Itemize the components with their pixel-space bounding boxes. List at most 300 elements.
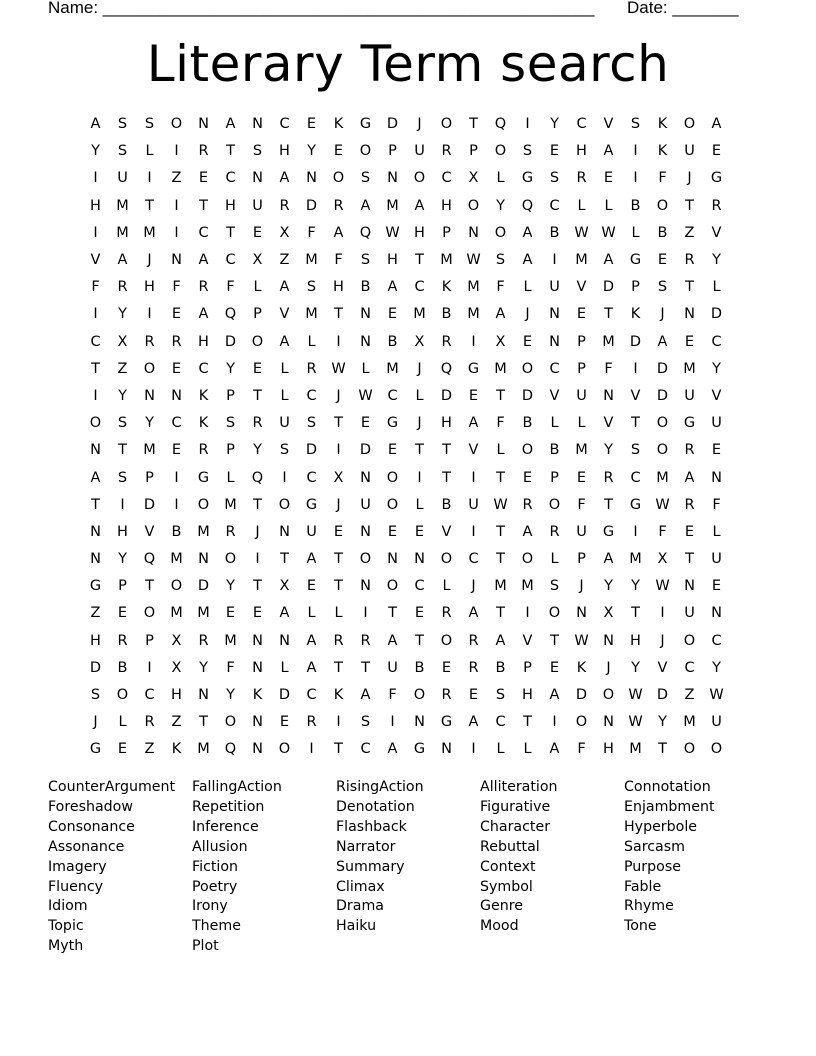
grid-letter: A [387,741,398,758]
grid-letter: K [630,306,641,323]
grid-letter: O [521,551,534,568]
grid-letter: D [602,279,615,296]
grid-letter: E [171,442,182,459]
grid-letter: V [603,415,614,432]
grid-letter: C [495,714,506,731]
grid-letter: G [386,415,399,432]
grid-letter: P [226,442,235,459]
word-bank-item: Narrator [336,838,396,855]
grid-letter: I [336,442,341,459]
grid-letter: I [174,197,179,214]
grid-letter: R [171,333,182,350]
grid-letter: M [629,741,642,758]
grid-letter: G [521,170,534,187]
grid-letter: Y [604,442,613,459]
grid-letter: R [333,632,344,649]
word-bank-item: Connotation [624,779,711,795]
grid-letter: T [334,415,343,432]
grid-letter: J [579,578,584,595]
grid-letter: F [577,496,586,513]
grid-row [82,329,732,356]
grid-letter: K [198,415,209,432]
grid-letter: O [359,143,372,160]
grid-letter: C [630,469,641,486]
grid-letter: L [442,578,451,595]
grid-letter: E [684,333,695,350]
grid-letter: U [360,496,371,513]
grid-letter: R [198,143,209,160]
grid-letter: R [360,632,371,649]
grid-letter: F [226,659,235,676]
grid-letter: K [252,687,263,704]
grid-letter: N [90,551,101,568]
grid-letter: L [550,415,559,432]
grid-letter: B [360,279,371,296]
grid-letter: N [414,714,425,731]
grid-letter: U [306,523,317,540]
grid-letter: S [252,143,263,160]
grid-letter: D [575,687,588,704]
grid-letter: R [684,252,695,269]
word-bank-item: Inference [192,818,259,835]
grid-letter: T [685,197,694,214]
grid-letter: A [468,714,479,731]
grid-letter: W [574,224,589,241]
grid-letter: E [576,469,587,486]
word-bank-item: RisingAction [336,779,424,795]
grid-letter: O [494,143,507,160]
word-bank-item: Alliteration [480,779,558,795]
grid-letter: Q [251,469,264,486]
grid-letter: C [549,197,560,214]
grid-letter: L [280,387,289,404]
grid-row [82,383,732,410]
grid-letter: K [657,143,668,160]
grid-letter: G [440,714,453,731]
grid-letter: E [549,143,560,160]
grid-letter: W [358,387,373,404]
grid-letter: S [306,279,317,296]
grid-letter: N [144,387,155,404]
grid-letter: T [496,523,505,540]
grid-letter: A [657,333,668,350]
grid-letter: D [143,496,156,513]
grid-letter: I [174,143,179,160]
grid-letter: Y [604,578,613,595]
grid-letter: E [333,523,344,540]
grid-letter: T [415,632,424,649]
grid-letter: T [442,469,451,486]
grid-letter: X [117,333,128,350]
grid-letter: S [144,116,155,133]
grid-row [82,247,732,274]
grid-row [82,111,732,138]
grid-letter: O [494,224,507,241]
grid-row [82,437,732,464]
grid-letter: T [388,605,397,622]
grid-letter: H [441,197,452,214]
grid-letter: L [496,741,505,758]
grid-letter: I [120,496,125,513]
grid-letter: X [495,333,506,350]
grid-letter: T [496,469,505,486]
grid-letter: G [305,496,318,513]
grid-letter: M [467,279,480,296]
grid-letter: A [279,170,290,187]
grid-letter: X [279,578,290,595]
word-bank-column [480,778,620,937]
grid-letter: T [658,741,667,758]
grid-letter: S [117,415,128,432]
grid-letter: M [170,551,183,568]
grid-letter: N [441,741,452,758]
grid-letter: E [711,578,722,595]
grid-letter: T [415,252,424,269]
word-bank-item: CounterArgument [48,779,176,795]
grid-letter: R [306,714,317,731]
grid-letter: L [334,605,343,622]
grid-letter: N [576,605,587,622]
grid-letter: D [656,687,669,704]
grid-letter: J [147,252,152,269]
grid-letter: E [306,578,317,595]
grid-letter: C [576,116,587,133]
grid-letter: G [602,523,615,540]
grid-letter: X [171,632,182,649]
grid-letter: Y [118,551,127,568]
grid-letter: T [415,442,424,459]
grid-letter: E [117,741,128,758]
grid-letter: I [93,170,98,187]
grid-letter: H [333,279,344,296]
grid-letter: E [684,523,695,540]
grid-letter: O [386,578,399,595]
word-bank-item: Rebuttal [480,838,540,855]
grid-letter: E [171,306,182,323]
grid-letter: U [252,197,263,214]
grid-letter: C [468,551,479,568]
grid-letter: W [628,687,643,704]
grid-letter: X [171,659,182,676]
grid-letter: A [306,551,317,568]
grid-letter: R [468,659,479,676]
grid-letter: T [631,605,640,622]
grid-letter: H [576,143,587,160]
grid-letter: N [252,714,263,731]
grid-letter: V [279,306,290,323]
grid-letter: L [415,496,424,513]
grid-letter: H [522,687,533,704]
grid-letter: O [440,116,453,133]
grid-letter: O [521,360,534,377]
grid-letter: V [441,523,452,540]
grid-letter: J [471,578,476,595]
grid-letter: R [711,197,722,214]
grid-letter: G [683,415,696,432]
grid-letter: Z [171,714,182,731]
grid-letter: O [683,116,696,133]
grid-letter: T [631,415,640,432]
grid-letter: N [684,578,695,595]
grid-letter: B [387,333,398,350]
grid-letter: N [360,578,371,595]
grid-letter: C [711,632,722,649]
word-bank-item: Haiku [336,918,377,935]
grid-letter: N [171,252,182,269]
grid-row [82,573,732,600]
grid-letter: Q [521,197,534,214]
grid-letter: A [279,605,290,622]
grid-letter: T [334,551,343,568]
grid-letter: C [225,170,236,187]
grid-letter: T [604,306,613,323]
word-bank-item: Fiction [192,858,239,875]
grid-letter: E [225,605,236,622]
grid-letter: A [549,687,560,704]
grid-row [82,165,732,192]
grid-letter: A [495,306,506,323]
grid-letter: Y [550,116,559,133]
grid-letter: R [468,632,479,649]
grid-letter: R [198,632,209,649]
grid-letter: F [226,279,235,296]
grid-letter: J [255,523,260,540]
grid-letter: K [576,659,587,676]
grid-letter: K [333,116,344,133]
grid-letter: K [198,387,209,404]
word-bank-item: Theme [192,918,241,935]
grid-letter: O [170,116,183,133]
grid-letter: I [471,469,476,486]
grid-letter: U [711,714,722,731]
grid-letter: L [523,741,532,758]
grid-letter: X [333,469,344,486]
grid-letter: D [305,197,318,214]
grid-letter: I [633,360,638,377]
grid-letter: N [468,224,479,241]
word-bank-item: Consonance [48,818,135,835]
grid-letter: O [224,714,237,731]
grid-letter: U [711,551,722,568]
grid-letter: S [360,170,371,187]
grid-letter: G [467,360,480,377]
grid-letter: A [603,143,614,160]
grid-letter: I [309,741,314,758]
grid-letter: A [711,116,722,133]
grid-letter: J [525,306,530,323]
grid-letter: N [252,632,263,649]
grid-letter: D [224,333,237,350]
grid-letter: E [711,442,722,459]
grid-letter: V [711,224,722,241]
grid-letter: J [660,632,665,649]
grid-letter: T [496,551,505,568]
grid-letter: Y [307,143,316,160]
grid-letter: T [334,306,343,323]
grid-letter: F [604,360,613,377]
grid-letter: X [252,252,263,269]
grid-letter: R [306,360,317,377]
grid-letter: I [147,306,152,323]
grid-letter: U [684,387,695,404]
grid-letter: L [550,551,559,568]
grid-letter: F [307,224,316,241]
grid-letter: H [198,333,209,350]
grid-letter: E [252,360,263,377]
grid-letter: M [521,578,534,595]
grid-letter: Y [226,360,235,377]
grid-letter: V [603,116,614,133]
grid-letter: S [495,687,506,704]
grid-letter: H [90,632,101,649]
grid-letter: L [496,442,505,459]
grid-letter: T [604,496,613,513]
grid-letter: B [441,496,452,513]
grid-row [82,301,732,328]
grid-letter: D [305,442,318,459]
grid-letter: U [576,523,587,540]
grid-letter: R [684,442,695,459]
grid-letter: M [629,551,642,568]
grid-letter: H [441,415,452,432]
grid-letter: U [468,496,479,513]
grid-letter: T [550,632,559,649]
grid-letter: H [630,632,641,649]
grid-letter: A [279,333,290,350]
grid-letter: Y [631,659,640,676]
grid-letter: P [118,578,127,595]
grid-letter: N [360,523,371,540]
grid-letter: C [279,116,290,133]
grid-letter: W [331,360,346,377]
grid-letter: L [523,279,532,296]
grid-letter: D [710,306,723,323]
grid-row [82,464,732,491]
grid-letter: M [494,578,507,595]
grid-letter: C [306,687,317,704]
grid-letter: U [279,415,290,432]
grid-letter: N [252,116,263,133]
grid-letter: S [306,415,317,432]
grid-letter: A [306,632,317,649]
grid-letter: V [630,387,641,404]
grid-letter: T [334,659,343,676]
grid-letter: V [468,442,479,459]
grid-letter: N [198,116,209,133]
date-field-line: Date: _______ [627,0,739,17]
grid-letter: W [601,224,616,241]
grid-letter: I [282,469,287,486]
grid-letter: A [360,197,371,214]
grid-letter: G [629,496,642,513]
grid-letter: M [575,442,588,459]
grid-letter: H [387,252,398,269]
word-bank-item: Climax [336,878,385,895]
grid-letter: G [413,741,426,758]
grid-letter: F [496,415,505,432]
grid-letter: X [414,333,425,350]
grid-letter: R [225,523,236,540]
grid-letter: N [387,170,398,187]
grid-letter: W [628,714,643,731]
grid-letter: I [336,714,341,731]
grid-letter: H [117,523,128,540]
grid-letter: L [307,605,316,622]
grid-letter: I [417,469,422,486]
grid-letter: C [306,387,317,404]
grid-letter: O [413,170,426,187]
grid-letter: I [147,659,152,676]
grid-letter: I [552,252,557,269]
grid-letter: N [198,687,209,704]
grid-letter: E [549,659,560,676]
grid-letter: G [710,170,723,187]
grid-letter: C [198,360,209,377]
grid-letter: R [279,197,290,214]
grid-letter: R [441,605,452,622]
grid-letter: D [386,116,399,133]
grid-letter: C [387,387,398,404]
grid-letter: C [360,741,371,758]
grid-letter: E [468,387,479,404]
grid-letter: U [549,279,560,296]
grid-letter: L [226,469,235,486]
grid-letter: M [656,469,669,486]
grid-letter: M [116,224,129,241]
grid-letter: F [388,687,397,704]
grid-row [82,546,732,573]
grid-letter: W [385,224,400,241]
grid-letter: E [171,360,182,377]
grid-letter: E [468,687,479,704]
grid-letter: A [603,551,614,568]
grid-letter: R [333,197,344,214]
grid-letter: O [548,605,561,622]
grid-letter: O [170,578,183,595]
grid-letter: S [360,252,371,269]
grid-letter: N [252,659,263,676]
grid-letter: O [575,714,588,731]
grid-letter: C [198,224,209,241]
grid-letter: T [334,578,343,595]
grid-letter: Y [226,687,235,704]
grid-letter: U [414,143,425,160]
grid-letter: A [333,224,344,241]
grid-letter: P [631,279,640,296]
grid-row [82,492,732,519]
grid-letter: A [468,415,479,432]
grid-letter: B [441,306,452,323]
grid-letter: N [603,387,614,404]
grid-letter: N [279,523,290,540]
grid-letter: B [414,659,425,676]
grid-letter: N [252,170,263,187]
grid-letter: Z [171,170,182,187]
grid-letter: I [174,224,179,241]
grid-letter: O [521,442,534,459]
grid-letter: S [630,116,641,133]
grid-letter: Y [199,659,208,676]
grid-letter: T [91,360,100,377]
grid-letter: D [440,387,453,404]
grid-letter: E [360,415,371,432]
grid-letter: T [442,442,451,459]
grid-letter: O [224,551,237,568]
word-bank-item: Figurative [480,798,551,815]
grid-letter: D [656,360,669,377]
grid-letter: O [467,197,480,214]
word-bank-item: Repetition [192,798,265,815]
